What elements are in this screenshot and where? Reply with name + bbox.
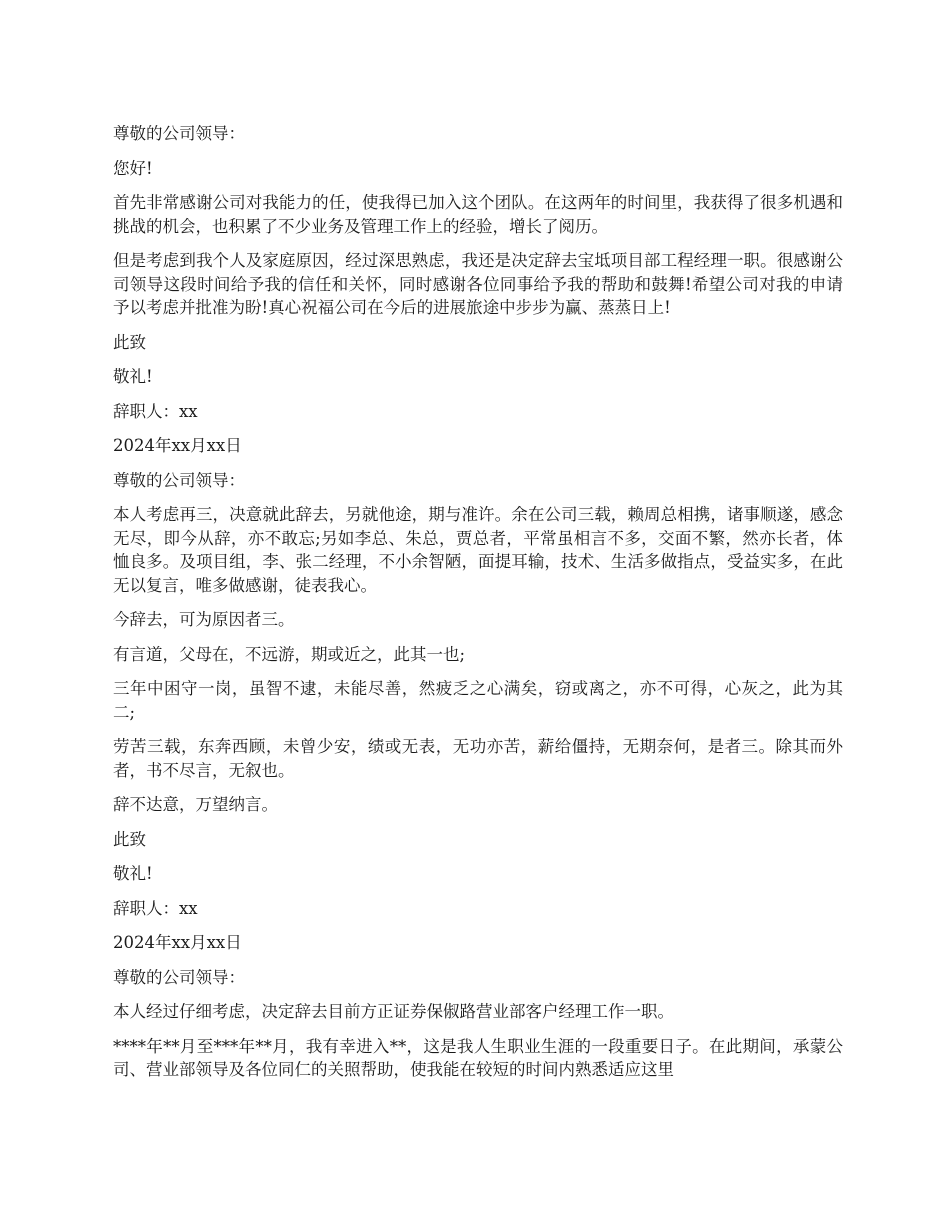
body-paragraph: 三年中困守一岗，虽智不逮，未能尽善，然疲乏之心满矣，窃或离之，亦不可得，心灰之，此为其二; [113,679,843,722]
closing-regards: 敬礼! [113,864,153,883]
closing-phrase: 此致 [113,332,146,352]
body-paragraph: 首先非常感谢公司对我能力的任，使我得已加入这个团队。在这两年的时间里，我获得了很多机遇和挑战的机会，也积累了不少业务及管理工作上的经验，增长了阅历。 [113,193,843,236]
body-paragraph: 辞不达意，万望纳言。 [113,795,278,814]
body-paragraph: ****年**月至***年**月，我有幸进入**，这是我人生职业生涯的一段重要日子。在此期间，承蒙公司、营业部领导及各位同仁的关照帮助，使我能在较短的时间内熟悉适应这里 [113,1036,843,1079]
body-paragraph: 劳苦三载，东奔西顾，未曾少安，绩或无表，无功亦苦，薪给僵持，无期奈何，是者三。除其而外者，书不尽言，无叙也。 [113,737,843,780]
salutation: 尊敬的公司领导： [113,124,245,143]
body-paragraph: 本人考虑再三，决意就此辞去，另就他途，期与准许。余在公司三载，赖周总相携，诸事顺遂，感念无尽，即今从辞，亦不敢忘;另如李总、朱总，贾总者，平常虽相言不多，交面不繁，然亦长者，体恤良多。及项目组，李、张二经理，不小余智陋，面提耳输，技术、生活多做指点，受益实多，在此无以复言，唯多做感谢，徒表我心。 [113,505,843,595]
salutation: 尊敬的公司领导： [113,967,245,987]
signature: 辞职人：xx [113,401,198,421]
closing-phrase: 此致 [113,829,146,849]
closing-regards: 敬礼! [113,367,153,386]
date: 2024年xx月xx日 [113,436,242,455]
body-paragraph: 本人经过仔细考虑，决定辞去目前方正证券保俶路营业部客户经理工作一职。 [113,1002,674,1021]
body-paragraph: 今辞去，可为原因者三。 [113,610,295,629]
document-body [113,122,843,1093]
signature: 辞职人：xx [113,898,198,918]
body-paragraph: 有言道，父母在，不远游，期或近之，此其一也; [113,644,466,664]
date: 2024年xx月xx日 [113,933,242,952]
greeting: 您好! [113,158,153,178]
body-paragraph: 但是考虑到我个人及家庭原因，经过深思熟虑，我还是决定辞去宝坻项目部工程经理一职。很感谢公司领导这段时间给予我的信任和关怀，同时感谢各位同事给予我的帮助和鼓舞!希望公司对我的申请予以考虑并批准为盼!真心祝福公司在今后的进展旅途中步步为赢、蒸蒸日上! [113,251,843,317]
salutation: 尊敬的公司领导： [113,470,245,490]
